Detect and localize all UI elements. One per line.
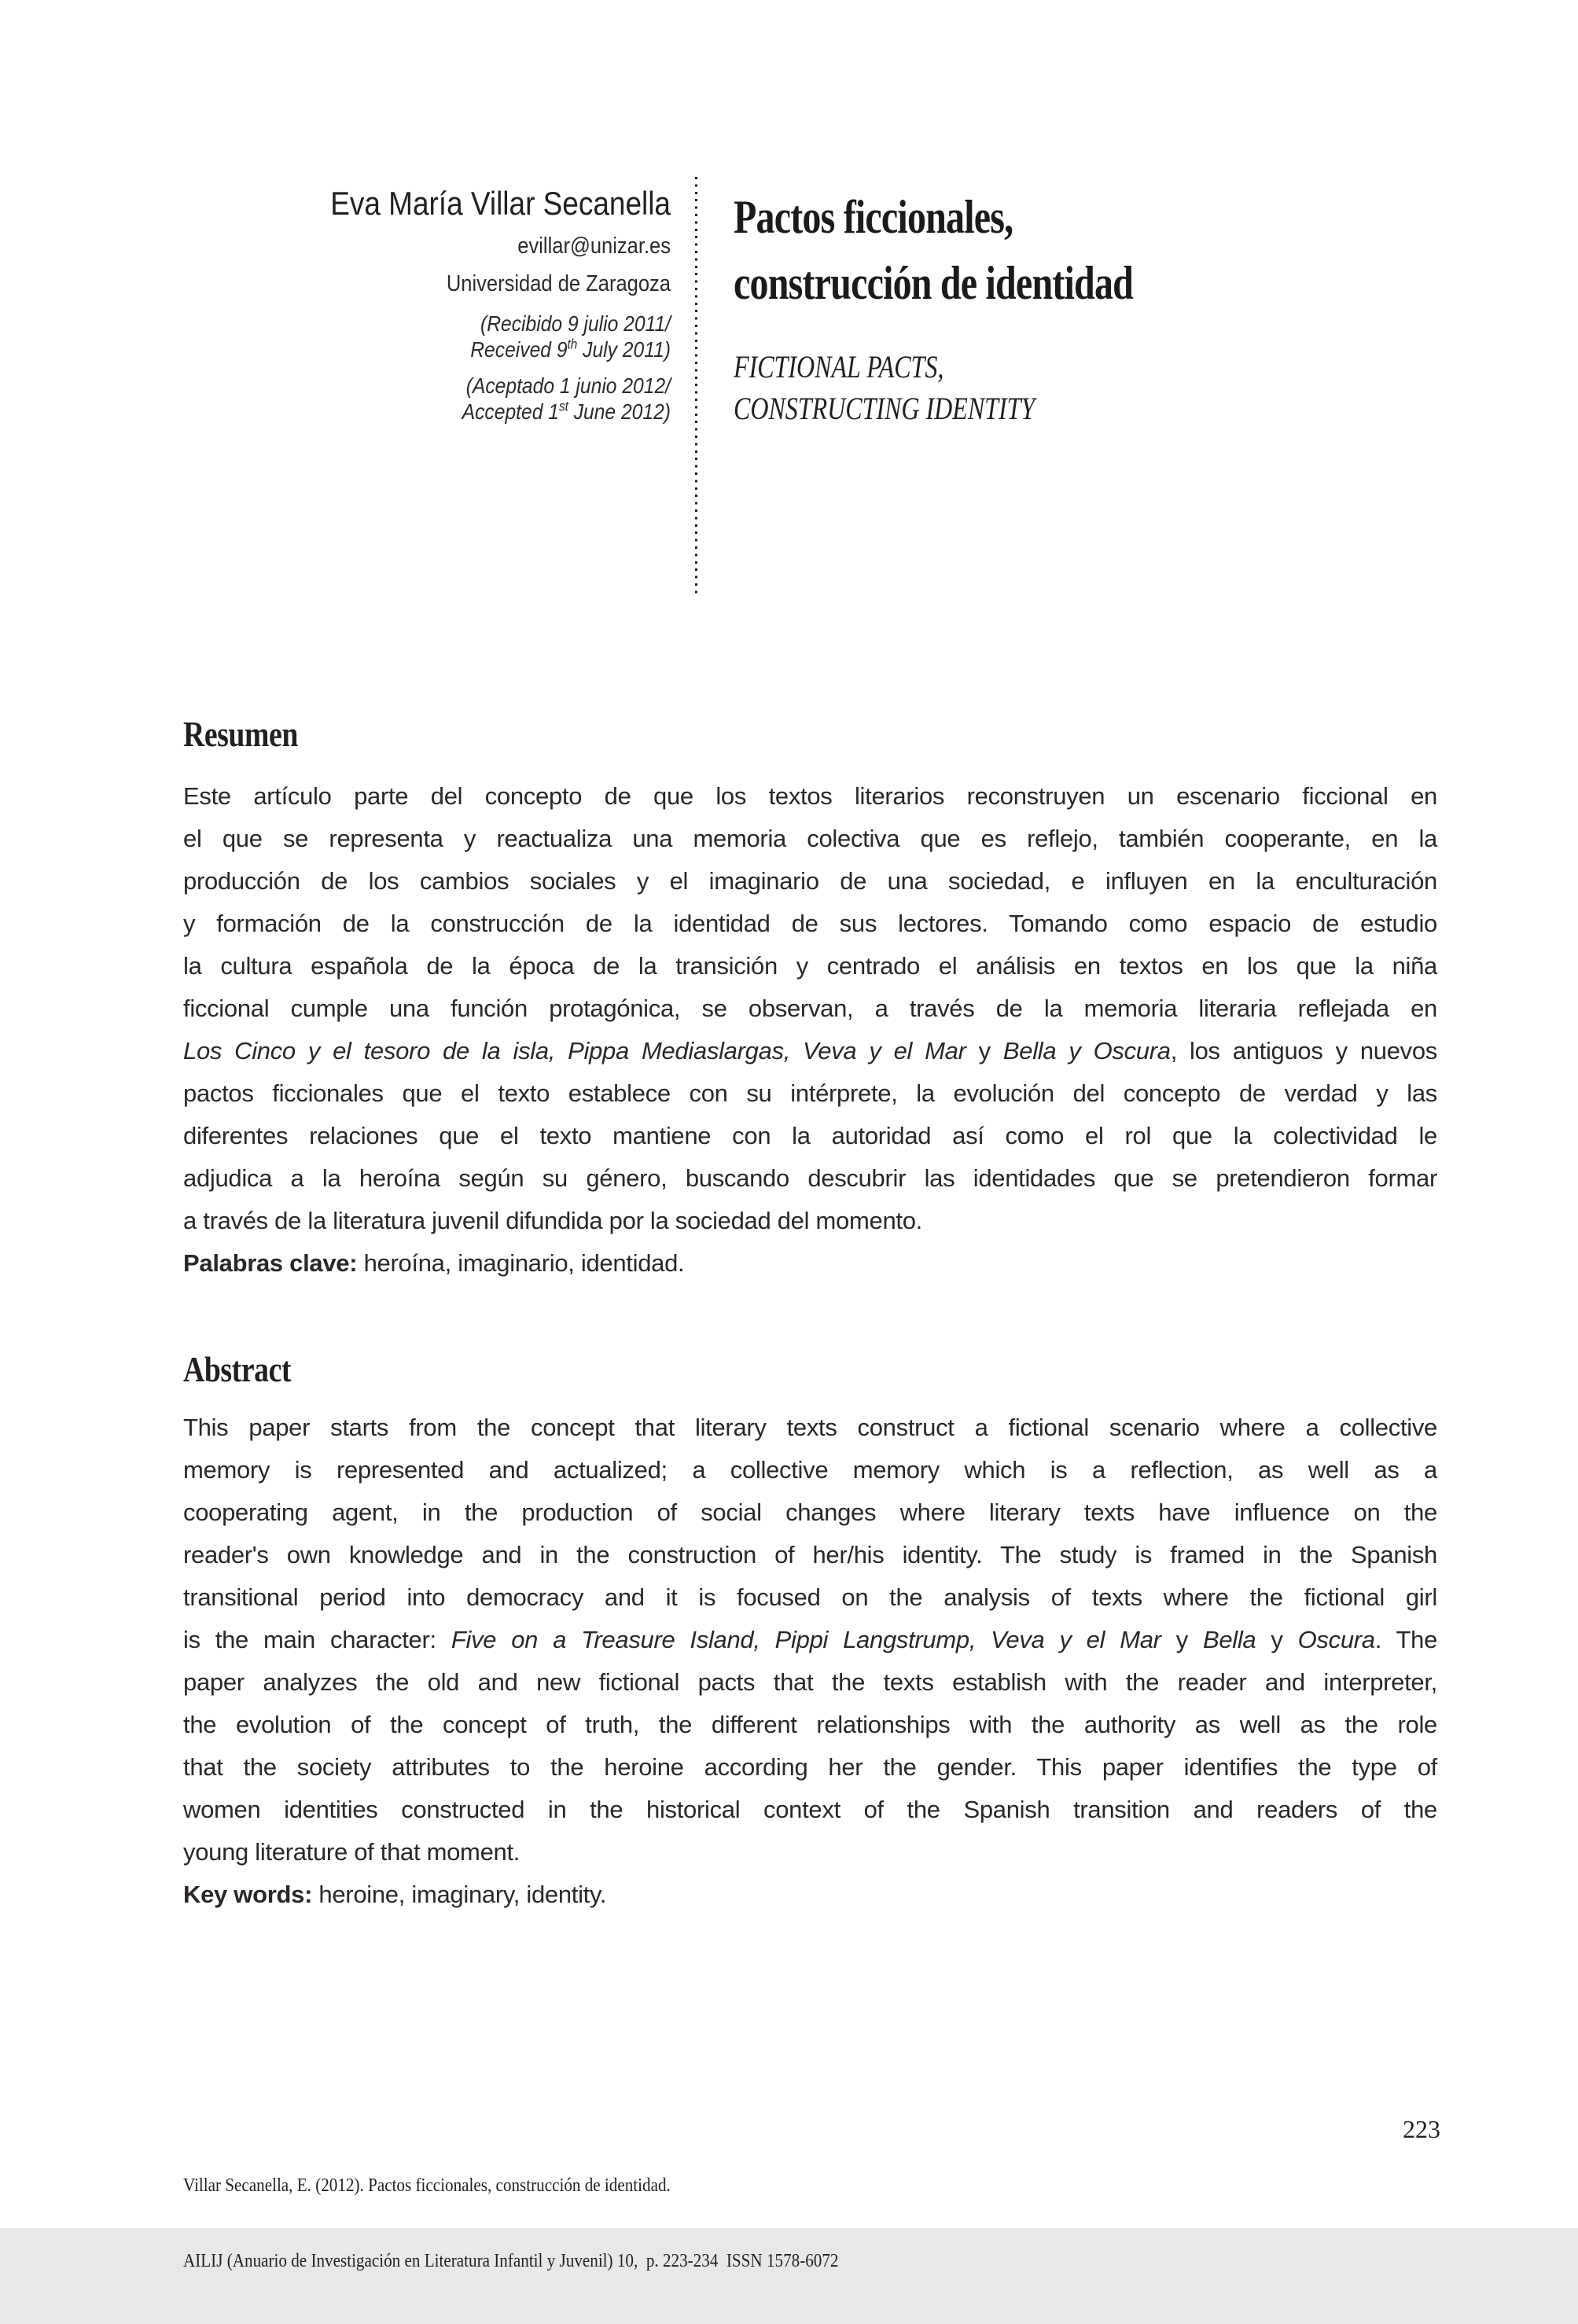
paragraph-line xyxy=(241,399,671,425)
paragraph-line xyxy=(183,1072,1437,1115)
text-segment: , los antiguos y nuevos xyxy=(1170,1037,1437,1065)
text-segment: heroine, imaginary, identity. xyxy=(312,1881,607,1908)
text-segment: Este artículo parte del concepto de que los textos literarios reconstruyen un escenario ficcional en xyxy=(183,782,1437,810)
paragraph-line xyxy=(183,903,1437,945)
paragraph-line xyxy=(183,1576,1437,1619)
abstract-paragraph xyxy=(183,1407,1437,1916)
paragraph-line xyxy=(183,1746,1437,1789)
text-segment: ficcional cumple una función protagónica, se observan, a través de la memoria literaria reflejada en xyxy=(183,995,1437,1022)
text-segment: y xyxy=(1161,1626,1203,1653)
text-segment: (Recibido 9 julio 2011/ xyxy=(480,311,671,336)
text-segment: This paper starts from the concept that literary texts construct a fictional scenario where a collective xyxy=(183,1414,1437,1441)
text-segment: Accepted 1 xyxy=(462,399,559,424)
paragraph-line xyxy=(241,311,671,336)
text-segment: young literature of that moment. xyxy=(183,1838,520,1866)
text-segment: heroína, imaginario, identidad. xyxy=(357,1249,685,1277)
paragraph-line xyxy=(183,1704,1437,1746)
article-title-line1: Pactos ficcionales, xyxy=(734,191,1013,243)
text-segment: Bella xyxy=(1202,1626,1256,1653)
paragraph-line xyxy=(183,1874,1437,1916)
paragraph-line xyxy=(183,1534,1437,1576)
citation-line1: Villar Secanella, E. (2012). Pactos ficcionales, construcción de identidad. xyxy=(183,2175,671,2196)
paragraph-line xyxy=(183,1200,1437,1242)
article-subtitle xyxy=(734,346,1425,429)
paragraph-line xyxy=(183,1789,1437,1831)
received-accepted-dates xyxy=(241,311,671,425)
text-segment: la cultura española de la época de la transición y centrado el análisis en textos en los que la niña xyxy=(183,952,1437,980)
text-segment: st xyxy=(558,398,568,414)
text-segment: Los Cinco y el tesoro de la isla, Pippa Mediaslargas, Veva y el Mar xyxy=(183,1037,966,1065)
abstract-heading: Abstract xyxy=(183,1349,292,1389)
paragraph-line xyxy=(183,818,1437,860)
paragraph-line xyxy=(183,1449,1437,1491)
text-segment: pactos ficcionales que el texto establece con su intérprete, la evolución del concepto de verdad y las xyxy=(183,1079,1437,1107)
text-segment: Key words: xyxy=(183,1881,313,1908)
paragraph-line xyxy=(183,775,1437,818)
paragraph-line xyxy=(183,1115,1437,1157)
text-segment: memory is represented and actualized; a collective memory which is a reflection, as well as a xyxy=(183,1456,1437,1484)
author-name: Eva María Villar Secanella xyxy=(330,185,671,222)
text-segment: th xyxy=(567,336,578,352)
text-segment: June 2012) xyxy=(568,399,671,424)
resumen-heading: Resumen xyxy=(183,714,298,754)
text-segment: the evolution of the concept of truth, the different relationships with the authority as well as the role xyxy=(183,1711,1437,1738)
citation-line2: AILIJ (Anuario de Investigación en Literatura Infantil y Juvenil) 10, p. 223-234 ISSN 1578-6072 xyxy=(183,2251,839,2271)
paragraph-line xyxy=(183,1661,1437,1704)
author-email[interactable]: evillar@unizar.es xyxy=(517,234,671,259)
text-segment: . The xyxy=(1374,1626,1438,1653)
text-segment: reader's own knowledge and in the construction of her/his identity. The study is framed in the Spanish xyxy=(183,1541,1437,1568)
paragraph-line xyxy=(241,336,671,362)
paragraph-line xyxy=(183,945,1437,987)
text-segment: y formación de la construcción de la identidad de sus lectores. Tomando como espacio de estudio xyxy=(183,910,1437,937)
paragraph-line xyxy=(183,1619,1437,1661)
page-number: 223 xyxy=(1403,2115,1440,2143)
dotted-divider xyxy=(695,177,697,595)
author-affiliation: Universidad de Zaragoza xyxy=(446,271,671,296)
text-segment: paper analyzes the old and new fictional pacts that the texts establish with the reader and interpreter, xyxy=(183,1668,1437,1696)
article-subtitle-line2: CONSTRUCTING IDENTITY xyxy=(734,391,1035,426)
resumen-paragraph xyxy=(183,775,1437,1285)
text-segment: cooperating agent, in the production of social changes where literary texts have influence on the xyxy=(183,1498,1437,1526)
text-segment: women identities constructed in the historical context of the Spanish transition and readers of the xyxy=(183,1796,1437,1823)
text-segment: producción de los cambios sociales y el imaginario de una sociedad, e influyen en la enculturación xyxy=(183,867,1437,895)
paragraph-line xyxy=(183,1407,1437,1449)
paragraph-line xyxy=(183,987,1437,1030)
author-block xyxy=(241,186,671,425)
text-segment: (Aceptado 1 junio 2012/ xyxy=(465,373,671,398)
paragraph-line xyxy=(183,1831,1437,1874)
text-segment: July 2011) xyxy=(577,337,671,362)
text-segment: y xyxy=(1256,1626,1298,1653)
paragraph-line xyxy=(183,860,1437,903)
text-segment: y xyxy=(966,1037,1003,1065)
article-title-line2: construcción de identidad xyxy=(734,257,1134,309)
text-segment: Palabras clave: xyxy=(183,1249,358,1277)
paragraph-line xyxy=(183,1030,1437,1072)
text-segment: that the society attributes to the heroine according her the gender. This paper identifies the type of xyxy=(183,1753,1437,1781)
paragraph-line xyxy=(183,1242,1437,1285)
article-title xyxy=(734,184,1425,316)
text-segment: Oscura xyxy=(1297,1626,1375,1653)
title-block xyxy=(734,184,1425,429)
citation-footer xyxy=(183,2123,944,2324)
text-segment: diferentes relaciones que el texto mantiene con la autoridad así como el rol que la colectividad le xyxy=(183,1122,1437,1149)
paragraph-line xyxy=(183,1157,1437,1200)
article-subtitle-line1: FICTIONAL PACTS, xyxy=(734,349,944,384)
text-segment: a través de la literatura juvenil difundida por la sociedad del momento. xyxy=(183,1207,922,1234)
text-segment: is the main character: xyxy=(183,1626,451,1653)
text-segment: transitional period into democracy and it is focused on the analysis of texts where the fictional girl xyxy=(183,1583,1437,1611)
paragraph-line xyxy=(241,373,671,399)
text-segment: Bella y Oscura xyxy=(1002,1037,1171,1065)
paragraph-line xyxy=(183,1491,1437,1534)
text-segment: Five on a Treasure Island, Pippi Langstrump, Veva y el Mar xyxy=(451,1626,1161,1653)
text-segment: adjudica a la heroína según su género, buscando descubrir las identidades que se pretendieron formar xyxy=(183,1164,1437,1192)
text-segment: Received 9 xyxy=(470,337,568,362)
text-segment: el que se representa y reactualiza una memoria colectiva que es reflejo, también cooperante, en la xyxy=(183,825,1437,852)
